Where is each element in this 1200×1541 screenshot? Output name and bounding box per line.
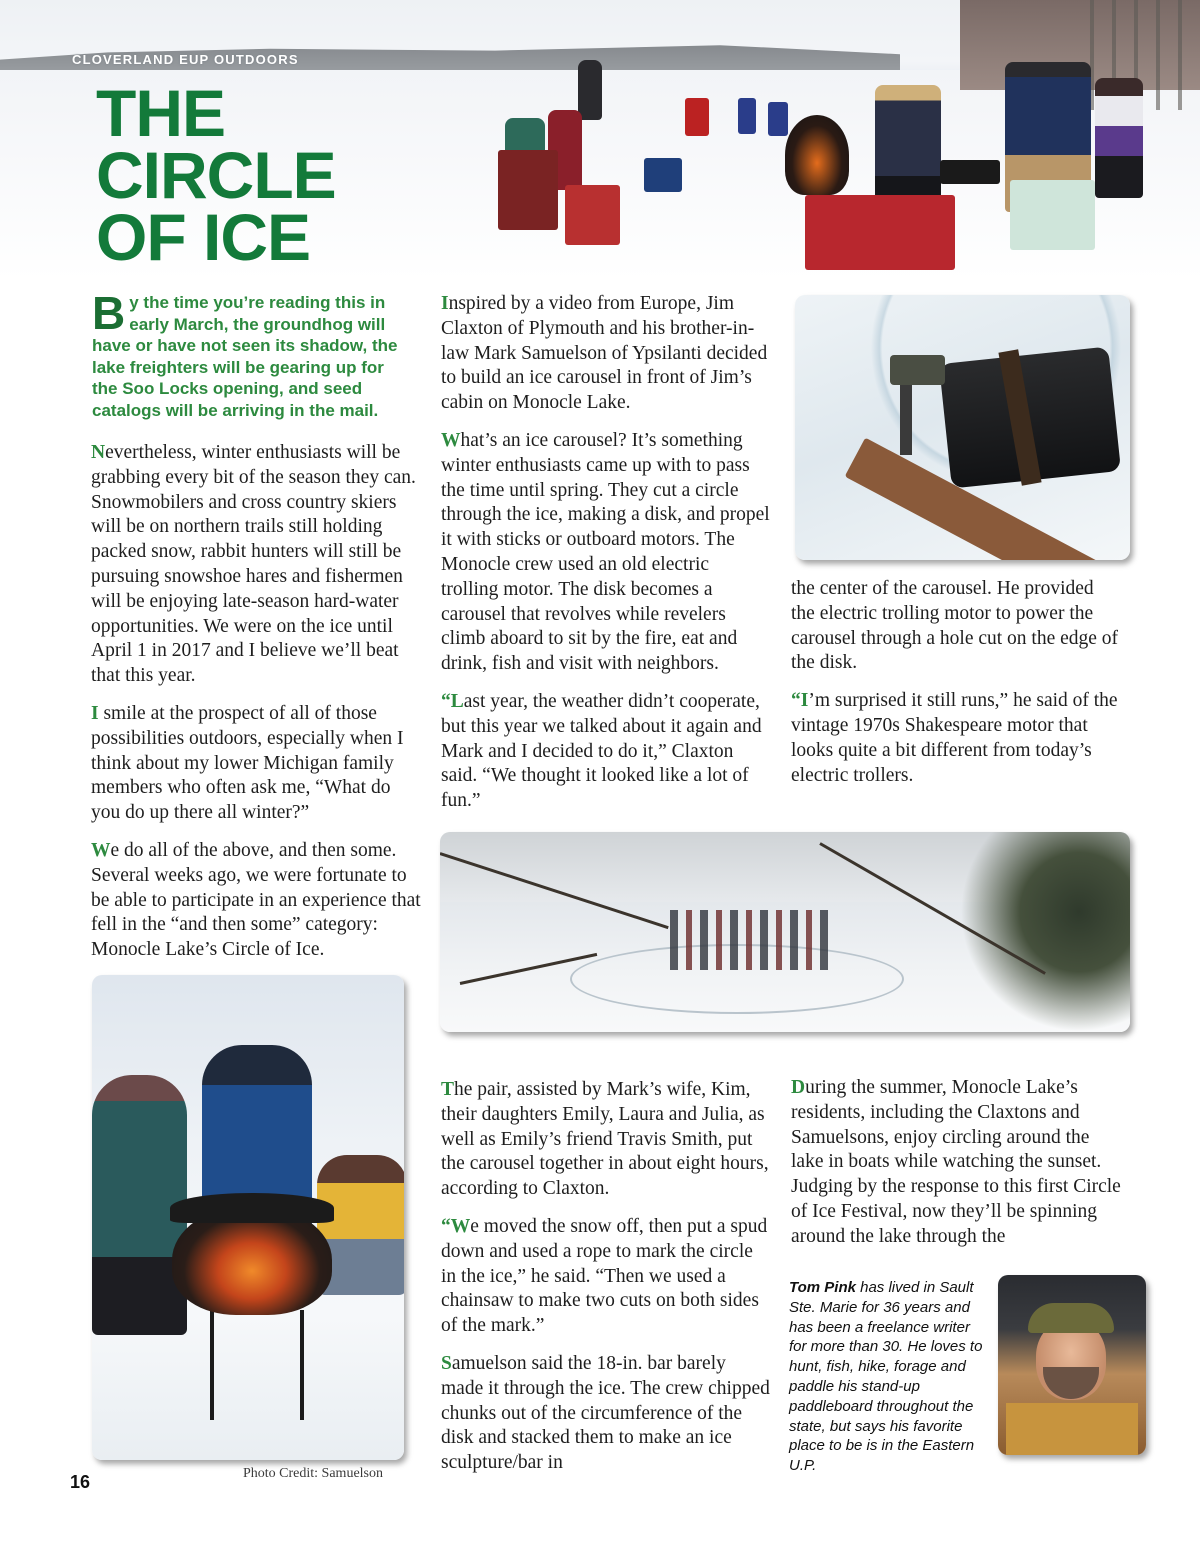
author-name: Tom Pink (789, 1279, 856, 1296)
paragraph-initial: “I (791, 690, 809, 712)
hero-chair (498, 150, 558, 230)
intro-drop-cap: B (92, 287, 126, 339)
article-column-5 (791, 1076, 1126, 1263)
paragraph-text: ast year, the weather didn’t cooperate, but this year we talked about it again and Mark and I decided to do it,” Claxton said. “We thought it looked like a lot of fun.” (441, 690, 762, 812)
fire-pit-lid (170, 1193, 334, 1223)
hero-chair (738, 98, 756, 134)
hero-chair (768, 102, 788, 136)
paragraph (441, 1215, 771, 1339)
paragraph (91, 839, 421, 963)
paragraph (441, 1352, 771, 1476)
paragraph-text: amuelson said the 18-in. bar barely made it through the ice. The crew chipped chunks out of the circumference of the disk and stacked them to make an ice sculpture/bar in (441, 1352, 770, 1474)
page-number: 16 (70, 1472, 91, 1492)
intro-text: y the time you’re reading this in early March, the groundhog will have or have not seen its shadow, the lake freighters will be gearing up for the Soo Locks opening, and seed catalogs will be arriving in the mail. (92, 293, 398, 420)
title-line: CIRCLE (96, 138, 336, 212)
trolling-motor-photo (795, 295, 1130, 560)
paragraph-initial: S (441, 1352, 452, 1374)
hero-bucket (644, 158, 682, 192)
hero-firepit (785, 115, 849, 195)
paragraph-text: he pair, assisted by Mark’s wife, Kim, their daughters Emily, Laura and Julia, as well as Emily’s friend Travis Smith, put the carousel together in about eight hours, according to Claxton. (441, 1079, 769, 1200)
paragraph (791, 689, 1121, 788)
paragraph-text: e moved the snow off, then put a spud down and used a rope to mark the circle in the ice,” he said. “Then we used a chainsaw to make two cuts on both sides of the mark.” (441, 1215, 768, 1337)
article-column-4 (441, 1078, 771, 1489)
crowd (670, 910, 830, 970)
paragraph-initial: W (441, 429, 461, 451)
intro-deck (92, 287, 412, 421)
author-cap (1028, 1303, 1114, 1333)
paragraph-initial: N (91, 442, 106, 463)
paragraph-initial: D (791, 1077, 806, 1098)
pine-tree (960, 832, 1130, 1032)
hero-person (578, 60, 602, 120)
paragraph-text: hat’s an ice carousel? It’s something winter enthusiasts came up with to pass the time until spring. They cut a circle through the ice, making a disk, and propel it with sticks or outboard motors. The Monocle crew used an old electric trolling motor. The disk becomes a carousel that revolves while revelers climb aboard to sit by the fire, eat and drink, fish and visit with neighbors. (441, 429, 770, 675)
fire-pit-legs (210, 1310, 304, 1420)
title-line: OF ICE (96, 200, 311, 274)
photo-credit: Photo Credit: Samuelson (243, 1466, 383, 1481)
paragraph (791, 577, 1121, 676)
paragraph-text: ’m surprised it still runs,” he said of the vintage 1970s Shakespeare motor that looks quite a bit different from today’s electric trollers. (791, 690, 1118, 786)
paragraph (441, 429, 771, 677)
hero-chair (805, 195, 955, 270)
paragraph-text: smile at the prospect of all of those possibilities outdoors, especially when I think about my lower Michigan family members who often ask me, “What do you do up there all winter?” (91, 702, 404, 824)
author-bio-text: has lived in Sault Ste. Marie for 36 years and has been a freelance writer for more than 30. He loves to hunt, fish, hike, forage and paddle his stand-up paddleboard throughout the state, but says his favorite place to be is in the Eastern U.P. (789, 1279, 983, 1475)
paragraph-text: the center of the carousel. He provided the electric trolling motor to power the carousel through a hole cut on the edge of the disk. (791, 578, 1119, 674)
motor-head (890, 355, 945, 385)
paragraph-text: uring the summer, Monocle Lake’s residents, including the Claxtons and Samuelsons, enjoy circling around the lake in boats while watching the sunset. Judging by the response to this first Circle of Ice Festival, now they’ll be spinning around the lake through the (791, 1077, 1121, 1247)
paragraph-initial: “L (441, 690, 464, 712)
article-title (96, 76, 456, 274)
paragraph-initial: I (91, 702, 99, 724)
paragraph-text: e do all of the above, and then some. Several weeks ago, we were fortunate to be able to participate in an experience that fell in the “and then some” category: Monocle Lake’s Circle of Ice. (91, 839, 421, 961)
paragraph (441, 1078, 771, 1202)
paragraph-initial: “W (441, 1215, 471, 1237)
author-bio (789, 1278, 989, 1476)
article-column-2 (441, 292, 771, 827)
author-photo (998, 1275, 1146, 1455)
article-column-1 (91, 441, 421, 976)
paragraph-initial: W (91, 839, 111, 861)
hero-chair (685, 98, 709, 136)
hero-chair (565, 185, 620, 245)
paragraph-initial: T (441, 1079, 455, 1100)
paragraph-initial: I (441, 293, 449, 314)
hero-person (1095, 78, 1143, 198)
paragraph (91, 702, 421, 826)
article-column-3 (791, 577, 1121, 801)
hero-sled (940, 160, 1000, 184)
paragraph (791, 1076, 1126, 1250)
paragraph (441, 690, 771, 814)
ice-carousel-lake-photo (440, 832, 1130, 1032)
paragraph-text: nspired by a video from Europe, Jim Claxton of Plymouth and his brother-in-law Mark Samuelson of Ypsilanti decided to build an ice carousel in front of Jim’s cabin on Monocle Lake. (441, 293, 768, 414)
hero-chair (1010, 180, 1095, 250)
paragraph (91, 441, 421, 689)
fire-pit-photo (92, 975, 404, 1460)
paragraph-text: evertheless, winter enthusiasts will be grabbing every bit of the season they can. Snowmobilers and cross country skiers will be on northern trails still holding packed snow, rabbit hunters will still be pursuing snowshoe hares and fishermen will be enjoying late-season hard-water opportunities. We were on the ice until April 1 in 2017 and I believe we’ll beat that this year. (91, 442, 416, 687)
author-overalls (1006, 1403, 1138, 1455)
motor-shaft (900, 385, 912, 455)
title-line: THE (96, 76, 225, 150)
section-kicker: CLOVERLAND EUP OUTDOORS (72, 52, 299, 67)
paragraph (441, 292, 771, 416)
